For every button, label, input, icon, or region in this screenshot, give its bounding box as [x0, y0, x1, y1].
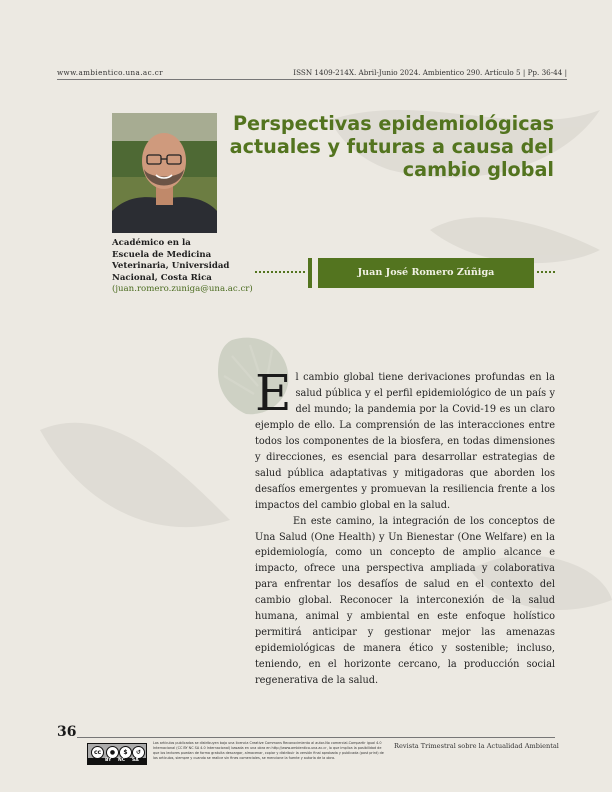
author-photo [112, 113, 217, 233]
by-label: BY [105, 758, 112, 763]
drop-cap: E [255, 364, 292, 422]
author-affiliation [112, 238, 253, 296]
paragraph-2: En este camino, la integración de los conceptos de Una Salud (One Health) y Un Bienestar (One Welfare) en la epidemiología, como un concepto de amplio alcance e impacto, ofrece una perspectiva ampliada y colaborativa para enfrentar los desafíos de salud en el contexto del cambio global. Reconocer la interconexión de la salud humana, animal y ambiental en este enfoque holístico permitirá anticipar y gestionar mejor las amenazas epidemiológicas de manera ético y sostenible; incluso, teniendo, en el horizonte cercano, la producción social regenerativa de la salud. [255, 515, 555, 687]
author-bar-accent [308, 258, 312, 288]
site-url[interactable]: www.ambientico.una.ac.cr [57, 68, 163, 77]
journal-tagline: Revista Trimestral sobre la Actualidad Ambiental [394, 742, 559, 750]
nc-icon: $ [119, 746, 132, 759]
page-number: 36 [57, 724, 77, 740]
license-text: Los artículos publicados se distribuyen bajo una licencia Creative Commons Reconocimiento al autor-No comercial-Compartir igual 4.0 Internacional (CC BY NC SA 4.0 Internacional) basada en una obra en http://www.ambientico.una.ac.cr, lo que implica la posibilidad de que los lectores puedan de forma gratuita descargar, almacenar, copiar y distribuir la versión final aprobada y publicada (post print) de los artículos, siempre y cuando se realice sin fines comerciales, se mencione la fuente y autoría de la obra. [153, 741, 384, 761]
author-name: Juan José Romero Zúñiga [357, 267, 495, 278]
cc-icon: cc [91, 746, 104, 759]
creative-commons-badge-icon[interactable] [87, 743, 147, 765]
author-dots-left [255, 271, 305, 273]
nc-label: NC [118, 758, 126, 763]
sa-icon: ↺ [132, 746, 145, 759]
author-dots-right [537, 271, 555, 273]
paragraph-1-text: l cambio global tiene derivaciones profundas en la salud pública y el perfil epidemiológico de un país y del mundo; la pandemia por la Covid-19 es un claro ejemplo de ello. La comprensión de las interacciones entre todos los componentes de la biosfera, en todas dimensiones y direcciones, es esencial para desarrollar estrategias de salud pública adaptativas y mitigadoras que aborden los desafíos emergentes y promuevan la resiliencia frente a los impactos del cambio global en la salud. [255, 372, 555, 511]
sa-label: SA [132, 758, 139, 763]
affiliation-text: Académico en la Escuela de Medicina Veterinaria, Universidad Nacional, Costa Rica [112, 238, 230, 283]
author-email[interactable]: (juan.romero.zuniga@una.ac.cr) [112, 284, 253, 295]
by-icon: ● [106, 746, 119, 759]
header-divider [57, 79, 567, 80]
issn-line: ISSN 1409-214X. Abril-Junio 2024. Ambientico 290. Artículo 5 | Pp. 36-44 | [293, 68, 567, 77]
article-body [255, 364, 555, 689]
article-title: Perspectivas epidemiológicas actuales y futuras a causa del cambio global [229, 112, 554, 181]
footer-divider [77, 737, 555, 738]
paragraph-1 [255, 364, 555, 514]
